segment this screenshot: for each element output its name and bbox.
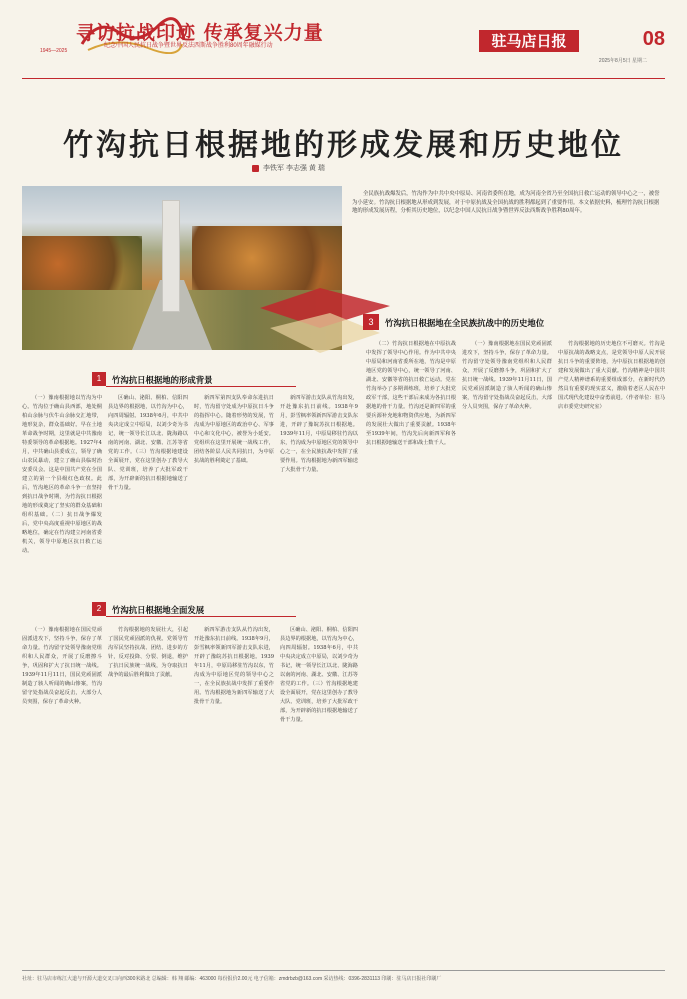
section-2-number: 2 <box>92 602 106 616</box>
body-column-f: 竹沟根据地的发展壮大，引起了国民党顽固派的仇视。党领导竹沟军民坚持抗战、团结、进步的方针，反对投降、分裂、倒退，维护了抗日民族统一战线，为夺取抗日战争的最后胜利做出了贡献。 <box>108 627 188 678</box>
author-names: 李铁军 李志强 黄 瑞 <box>263 165 325 172</box>
campaign-subtitle: 纪念中国人民抗日战争暨世界反法西斯战争胜利80周年融媒行动 <box>104 43 273 49</box>
article-authors <box>252 163 325 173</box>
campaign-years: 1945—2025 <box>40 48 68 54</box>
photo-monument <box>162 200 180 312</box>
article-intro: 全民族抗战爆发后，竹沟作为中共中央中原局、河南省委所在地，成为河南全省乃至全国抗日救亡运动的领导中心之一，被誉为小延安。竹沟抗日根据地从形成到发展，对于中原抗战及全国抗战的胜利都起到了重要作用。本文依据史料，梳理竹沟抗日根据地的形成发展历程，分析其历史地位，以纪念中国人民抗日战争暨世界反法西斯战争胜利80周年。 <box>352 191 660 215</box>
body-column-e2: 区确山、泌阳、桐柏、信阳四县边界的根据地，以竹沟为中心，向四周辐射。1938年6月，中共中央决定成立中原局，以刘少奇为书记，统一领导长江以北、陇海路以南的河南、湖北、安徽、江苏等省党的工作。（三）竹沟根据地建设全面展开，党在这里创办了教导大队、党训班，培养了大批军政干部，为开辟新的抗日根据地输送了骨干力量。 <box>280 627 358 723</box>
section-3-heading <box>363 314 593 330</box>
body-column-e: （一）豫南根据地在国民党顽固派进攻下，坚持斗争，保存了革命力量。竹沟留守处领导豫南党组织和人民群众，开展了反磨擦斗争，巩固和扩大了抗日统一战线。1939年11月11日，国民党顽固派制造了骇人听闻的确山惨案，竹沟留守处指战员奋起反击，大部分人员突围，保存了革命火种。 <box>22 627 102 705</box>
section-1-title: 竹沟抗日根据地的形成背景 <box>112 375 213 385</box>
footer-divider <box>22 970 665 971</box>
page-header <box>0 0 687 78</box>
body-column-h: （一）豫南根据地在国民党顽固派进攻下，坚持斗争，保存了革命力量。竹沟留守处领导豫南党组织和人民群众，开展了反磨擦斗争，巩固和扩大了抗日统一战线。1939年11月11日，国民党顽固派制造了骇人听闻的确山惨案，竹沟留守处指战员奋起反击，大部分人员突围，保存了革命火种。 <box>462 341 552 410</box>
body-column-f2: 新四军游击支队从竹沟出发，开赴豫东抗日前线。1938年9月，彭雪枫率领新四军游击支队东进，开辟了豫皖苏抗日根据地。1939年11月，中原局移驻竹沟以东，竹沟成为中原地区党的领导中心之一，在全民族抗战中发挥了重要作用。竹沟根据地为新四军输送了大批骨干力量。 <box>194 627 274 705</box>
section-3-title: 竹沟抗日根据地在全民族抗战中的历史地位 <box>385 318 545 328</box>
body-column-d: 新四军游击支队从竹沟出发，开赴豫东抗日前线。1938年9月，彭雪枫率领新四军游击支队东进，开辟了豫皖苏抗日根据地。1939年11月，中原局移驻竹沟以东，竹沟成为中原地区党的领导中心之一，在全民族抗战中发挥了重要作用。竹沟根据地为新四军输送了大批骨干力量。 <box>280 395 358 473</box>
page-footer: 社址：驻马店市练江大道与开源大道交叉口向西300米路北 总编辑：韩 翔 邮编：463000 每份报价2.00元 电子信箱：zmdrbzb@163.com 采访热线：0396-2831113 印刷：驻马店日报社印刷厂 <box>22 976 442 982</box>
issue-date: 2025年8月5日 星期二 <box>598 58 647 64</box>
newspaper-masthead: 驻马店日报 <box>479 30 579 52</box>
article-title: 竹沟抗日根据地的形成发展和历史地位 <box>63 128 624 163</box>
campaign-calligraphy: 寻访抗战印迹 传承复兴力量 <box>76 22 324 44</box>
section-2-title: 竹沟抗日根据地全面发展 <box>112 605 205 615</box>
body-column-g: （二）竹沟抗日根据地在中原抗战中发挥了领导中心作用。作为中共中央中原局和河南省委所在地，竹沟是中原地区党的领导中心，统一领导了河南、湖北、安徽等省的抗日救亡运动。党在竹沟举办了多期训练班，培养了大批党政军干部，这些干部后来成为各抗日根据地的骨干力量。竹沟还是新四军的重要兵源补充地和物资供应地，为新四军的发展壮大做出了重要贡献。1938年至1939年间，竹沟先后向新四军和各抗日根据地输送干部和战士数千人。 <box>366 341 456 446</box>
body-column-i: 竹沟根据地的历史地位不可磨灭。竹沟是中原抗战的战略支点，是党领导中原人民开展抗日斗争的重要阵地，为中原抗日根据地的创建和发展做出了重大贡献。竹沟精神是中国共产党人精神谱系的重要组成部分，在新时代仍然具有重要的现实意义，激励着老区人民在中国式现代化建设中奋勇前进。（作者单位：驻马店市委党史研究室） <box>558 341 665 410</box>
body-column-c: 新四军第四支队奉命东进抗日时，竹沟留守处成为中原抗日斗争的指挥中心。随着形势的发展，竹沟成为中原地区的政治中心、军事中心和文化中心，被誉为小延安。党组织在这里开展统一战线工作，团结各阶层人民共同抗日，为中原抗战的胜利奠定了基础。 <box>194 395 274 464</box>
author-marker-icon <box>252 165 259 172</box>
body-column-a: （一）豫南根据地以竹沟为中心。竹沟位于确山县西部，地处桐柏山余脉与伏牛山余脉交汇地带，地形复杂，群众基础好。早在土地革命战争时期，这里就是中共豫南特委领导的革命根据地。1927年4月，中共确山县委成立，领导了确山农民暴动，建立了确山县临时治安委员会。这是中国共产党在全国建立的第一个县级红色政权。此后，竹沟地区的革命斗争一直坚持到抗日战争时期，为竹沟抗日根据地的形成奠定了坚实的群众基础和组织基础。（二）抗日战争爆发后，党中央高度重视中原地区的战略地位，确定在竹沟建立河南省委机关，领导中原地区抗日救亡运动。 <box>22 395 102 554</box>
body-column-b: 区确山、泌阳、桐柏、信阳四县边界的根据地，以竹沟为中心，向四周辐射。1938年6月，中共中央决定成立中原局，以刘少奇为书记，统一领导长江以北、陇海路以南的河南、湖北、安徽、江苏等省党的工作。（三）竹沟根据地建设全面展开，党在这里创办了教导大队、党训班，培养了大批军政干部，为开辟新的抗日根据地输送了骨干力量。 <box>108 395 188 491</box>
section-3-number: 3 <box>363 314 379 330</box>
header-divider <box>22 78 665 79</box>
section-1-number: 1 <box>92 372 106 386</box>
page-number: 08 <box>642 28 665 50</box>
